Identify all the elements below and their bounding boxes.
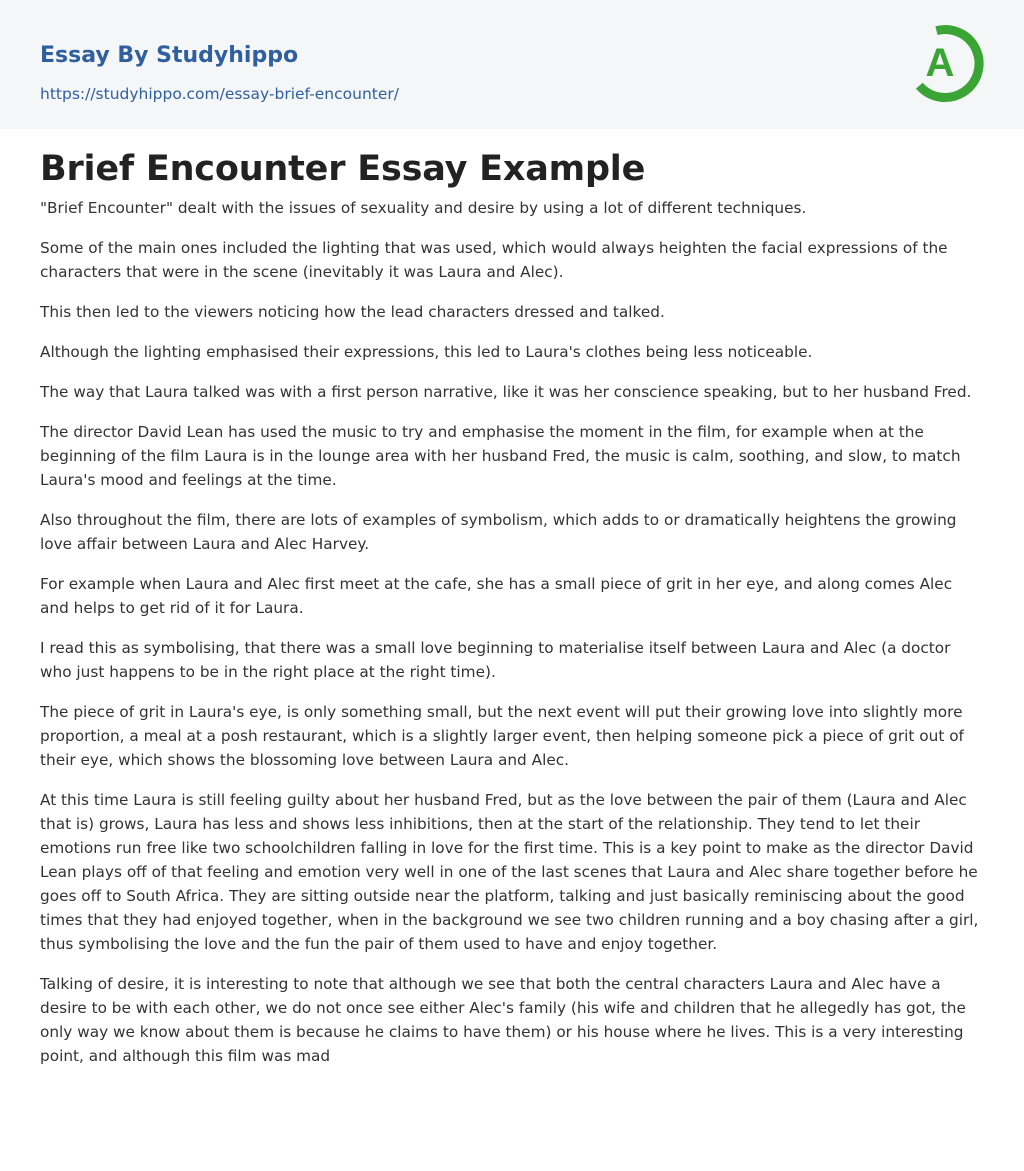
studyhippo-logo-icon[interactable] — [904, 18, 992, 106]
paragraph: "Brief Encounter" dealt with the issues of sexuality and desire by using a lot of different techniques. — [40, 199, 807, 217]
logo-letter: A — [925, 41, 955, 85]
essay-url-link[interactable]: https://studyhippo.com/essay-brief-encounter/ — [40, 85, 399, 103]
site-header — [0, 0, 1024, 129]
page-title: Brief Encounter Essay Example — [40, 149, 646, 189]
paragraph: At this time Laura is still feeling guilty about her husband Fred, but as the love between the pair of them (Laura and Alec that is) grows, Laura has less and shows less inhibitions, then at the start of the relationship. They tend to let their emotions run free like two schoolchildren falling in love for the first time. This is a key point to make as the director David Lean plays off of that feeling and emotion very well in one of the last scenes that Laura and Alec share together before he goes off to South Africa. They are sitting outside near the platform, talking and just basically reminiscing about the good times that they had enjoyed together, when in the background we see two children running and a boy chasing after a girl, thus symbolising the love and the fun the pair of them used to have and enjoy together. — [40, 791, 979, 953]
paragraph: Talking of desire, it is interesting to note that although we see that both the central characters Laura and Alec have a desire to be with each other, we do not once see either Alec's family (his wife and children that he allegedly has got, the only way we know about them is because he claims to have them) or his house where he lives. This is a very interesting point, and although this film was mad — [40, 975, 966, 1065]
paragraph: The piece of grit in Laura's eye, is only something small, but the next event will put their growing love into slightly more proportion, a meal at a posh restaurant, which is a slightly larger event, then helping someone pick a piece of grit out of their eye, which shows the blossoming love between Laura and Alec. — [40, 703, 964, 769]
paragraph: Although the lighting emphasised their expressions, this led to Laura's clothes being less noticeable. — [40, 343, 813, 361]
paragraph: For example when Laura and Alec first meet at the cafe, she has a small piece of grit in her eye, and along comes Alec and helps to get rid of it for Laura. — [40, 575, 953, 617]
paragraph: Some of the main ones included the lighting that was used, which would always heighten the facial expressions of the characters that were in the scene (inevitably it was Laura and Alec). — [40, 239, 948, 281]
paragraph: The director David Lean has used the music to try and emphasise the moment in the film, for example when at the beginning of the film Laura is in the lounge area with her husband Fred, the music is calm, soothing, and slow, to match Laura's mood and feelings at the time. — [40, 423, 961, 489]
site-brand[interactable]: Essay By Studyhippo — [40, 43, 299, 68]
paragraph: This then led to the viewers noticing how the lead characters dressed and talked. — [40, 303, 665, 321]
paragraph: The way that Laura talked was with a first person narrative, like it was her conscience speaking, but to her husband Fred. — [40, 383, 972, 401]
paragraph: I read this as symbolising, that there was a small love beginning to materialise itself between Laura and Alec (a doctor who just happens to be in the right place at the right time). — [40, 639, 951, 681]
paragraph: Also throughout the film, there are lots of examples of symbolism, which adds to or dramatically heightens the growing love affair between Laura and Alec Harvey. — [40, 511, 957, 553]
